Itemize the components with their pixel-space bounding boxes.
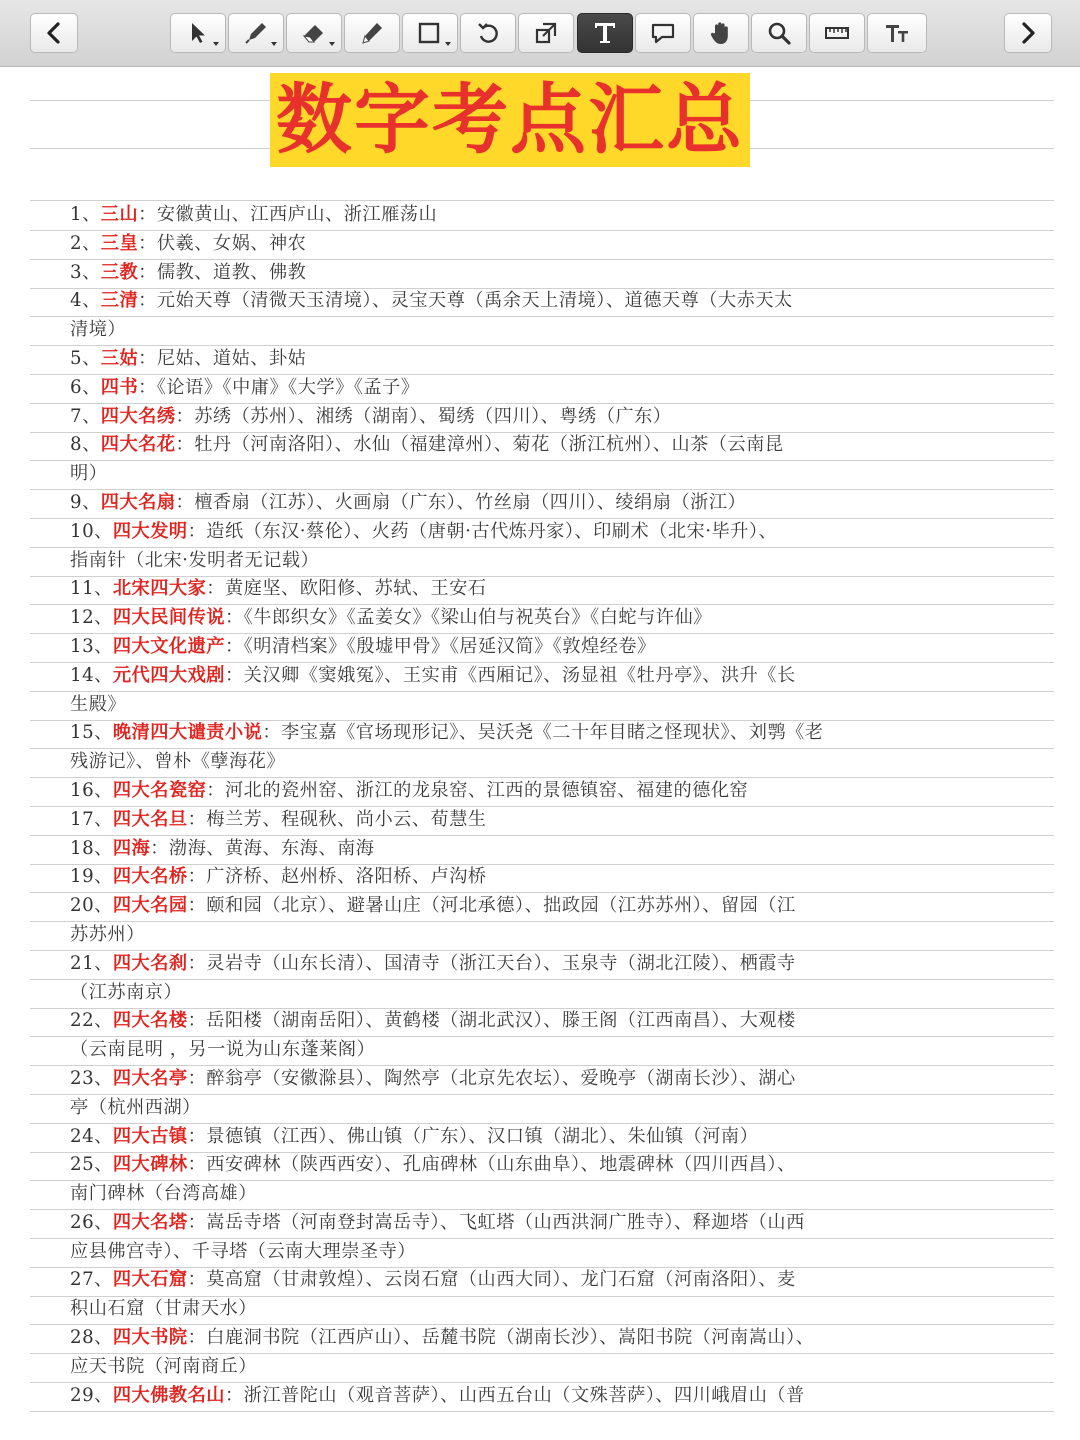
crop-icon	[532, 19, 560, 47]
list-item	[70, 662, 860, 691]
hand-tool-button[interactable]	[693, 13, 749, 53]
item-keyword: 北宋四大家	[112, 578, 207, 600]
item-number: 21、	[70, 952, 113, 974]
note-content	[70, 201, 860, 1410]
list-item	[70, 575, 860, 604]
item-keyword: 四大名绣	[100, 405, 176, 427]
undo-icon	[474, 19, 502, 47]
item-keyword: 四大名桥	[112, 866, 188, 888]
item-number: 24、	[70, 1125, 113, 1147]
list-item	[70, 1151, 860, 1180]
item-text: ：嵩岳寺塔（河南登封嵩岳寺）、飞虹塔（山西洪洞广胜寺）、释迦塔（山西	[187, 1211, 805, 1233]
item-number: 19、	[70, 866, 113, 888]
rectangle-icon	[416, 19, 444, 47]
item-text: ：儒教、道教、佛教	[138, 261, 307, 283]
chevron-right-icon	[1014, 19, 1042, 47]
item-keyword: 四海	[112, 837, 151, 859]
item-keyword: 四大发明	[112, 520, 188, 542]
item-number: 10、	[70, 520, 113, 542]
item-keyword: 四大名旦	[112, 808, 188, 830]
item-keyword: 四大名刹	[112, 952, 188, 974]
item-text: ：黄庭坚、欧阳修、苏轼、王安石	[206, 578, 487, 600]
item-text: ：关汉卿《窦娥冤》、王实甫《西厢记》、汤显祖《牡丹亭》、洪升《长	[224, 664, 796, 686]
item-text: ：檀香扇（江苏）、火画扇（广东）、竹丝扇（四川）、绫绢扇（浙江）	[175, 491, 747, 513]
list-item	[70, 863, 860, 892]
list-item	[70, 1123, 860, 1152]
undo-button[interactable]	[460, 13, 516, 53]
ruler-tool-button[interactable]	[809, 13, 865, 53]
item-keyword: 三姑	[100, 347, 139, 369]
item-keyword: 四大名园	[112, 895, 188, 917]
crop-tool-button[interactable]	[518, 13, 574, 53]
item-number: 29、	[70, 1384, 113, 1406]
ruler-icon	[823, 19, 851, 47]
list-item-continuation: 苏苏州）	[70, 923, 145, 945]
list-item-continuation: （云南昆明 ，另一说为山东蓬莱阁）	[70, 1039, 376, 1061]
item-keyword: 四大文化遗产	[112, 635, 225, 657]
item-text: ：梅兰芳、程砚秋、尚小云、荀慧生	[187, 808, 487, 830]
list-item	[70, 604, 860, 633]
item-keyword: 四大名瓷窑	[112, 779, 207, 801]
item-number: 13、	[70, 635, 113, 657]
list-item	[70, 950, 860, 979]
item-keyword: 晚清四大谴责小说	[112, 722, 263, 744]
font-size-button[interactable]	[867, 13, 927, 53]
item-keyword: 三清	[100, 290, 139, 312]
item-keyword: 三皇	[100, 232, 139, 254]
list-item	[70, 287, 860, 316]
list-item	[70, 1324, 860, 1353]
speech-bubble-icon	[649, 19, 677, 47]
item-text: ：西安碑林（陕西西安）、孔庙碑林（山东曲阜）、地震碑林（四川西昌）、	[187, 1154, 796, 1176]
item-keyword: 四大民间传说	[112, 607, 225, 629]
item-number: 11、	[70, 578, 113, 600]
item-number: 20、	[70, 895, 113, 917]
item-text: ：造纸（东汉·蔡伦）、火药（唐朝·古代炼丹家）、印刷术（北宋·毕升）、	[187, 520, 778, 542]
page-title: 数字考点汇总	[276, 75, 744, 164]
list-item	[70, 431, 860, 460]
item-text: ：《论语》《中庸》《大学》《孟子》	[138, 376, 420, 398]
item-keyword: 四大名扇	[100, 491, 176, 513]
item-number: 4、	[70, 290, 101, 312]
search-icon	[765, 19, 793, 47]
item-text: ：颐和园（北京）、避暑山庄（河北承德）、拙政园（江苏苏州）、留园（江	[187, 895, 796, 917]
list-item	[70, 1209, 860, 1238]
item-number: 23、	[70, 1067, 113, 1089]
item-number: 22、	[70, 1010, 113, 1032]
chevron-left-icon	[40, 19, 68, 47]
back-button[interactable]	[30, 13, 78, 53]
list-item-continuation: 清境）	[70, 319, 127, 341]
list-item-continuation: 应县佛宫寺）、千寻塔（云南大理崇圣寺）	[70, 1240, 416, 1262]
item-text: ：尼姑、道姑、卦姑	[138, 347, 307, 369]
item-keyword: 四大古镇	[112, 1125, 188, 1147]
pencil-icon	[358, 19, 386, 47]
item-number: 6、	[70, 376, 101, 398]
item-number: 3、	[70, 261, 101, 283]
list-item	[70, 806, 860, 835]
list-item-continuation: 残游记》、曾朴《孽海花》	[70, 751, 286, 773]
forward-button[interactable]	[1004, 13, 1052, 53]
item-text: ：白鹿洞书院（江西庐山）、岳麓书院（湖南长沙）、嵩阳书院（河南嵩山）、	[187, 1327, 815, 1349]
item-keyword: 四书	[100, 376, 139, 398]
item-number: 27、	[70, 1269, 113, 1291]
item-number: 9、	[70, 491, 101, 513]
item-keyword: 四大碑林	[112, 1154, 188, 1176]
list-item	[70, 719, 860, 748]
item-keyword: 四大名亭	[112, 1067, 188, 1089]
eraser-tool-button[interactable]	[286, 13, 342, 53]
item-text: ：苏绣（苏州）、湘绣（湖南）、蜀绣（四川）、粤绣（广东）	[175, 405, 672, 427]
item-number: 14、	[70, 664, 113, 686]
search-button[interactable]	[751, 13, 807, 53]
item-number: 1、	[70, 204, 101, 225]
item-keyword: 三教	[100, 261, 139, 283]
item-number: 28、	[70, 1327, 113, 1349]
item-text: ：伏羲、女娲、神农	[138, 232, 307, 254]
list-item	[70, 1266, 860, 1295]
item-keyword: 四大名楼	[112, 1010, 188, 1032]
list-item	[70, 374, 860, 403]
item-keyword: 四大名塔	[112, 1211, 188, 1233]
pen-tool-button[interactable]	[228, 13, 284, 53]
list-item	[70, 518, 860, 547]
item-text: ：安徽黄山、江西庐山、浙江雁荡山	[138, 204, 438, 225]
item-text: ：广济桥、赵州桥、洛阳桥、卢沟桥	[187, 866, 487, 888]
hand-icon	[707, 19, 735, 47]
item-text: ：景德镇（江西）、佛山镇（广东）、汉口镇（湖北）、朱仙镇（河南）	[187, 1125, 759, 1147]
item-text: ：《明清档案》《殷墟甲骨》《居延汉简》《敦煌经卷》	[224, 635, 656, 657]
item-text: ：元始天尊（清微天玉清境）、灵宝天尊（禹余天上清境）、道德天尊（大赤天太	[138, 290, 793, 312]
item-number: 16、	[70, 779, 113, 801]
select-tool-button[interactable]	[170, 13, 226, 53]
item-keyword: 四大书院	[112, 1327, 188, 1349]
item-keyword: 四大佛教名山	[112, 1384, 225, 1406]
list-item	[70, 1007, 860, 1036]
item-number: 18、	[70, 837, 113, 859]
list-item	[70, 777, 860, 806]
list-item	[70, 230, 860, 259]
list-item	[70, 835, 860, 864]
text-tool-button[interactable]	[577, 13, 633, 53]
item-number: 17、	[70, 808, 113, 830]
item-number: 25、	[70, 1154, 113, 1176]
item-number: 26、	[70, 1211, 113, 1233]
item-text: ：牡丹（河南洛阳）、水仙（福建漳州）、菊花（浙江杭州）、山茶（云南昆	[175, 434, 784, 456]
item-text: ：莫高窟（甘肃敦煌）、云岗石窟（山西大同）、龙门石窟（河南洛阳）、麦	[187, 1269, 796, 1291]
list-item	[70, 892, 860, 921]
item-keyword: 四大名花	[100, 434, 176, 456]
list-item	[70, 259, 860, 288]
font-size-icon	[883, 19, 911, 47]
list-item-continuation: 积山石窟（甘肃天水）	[70, 1298, 257, 1320]
title-highlight	[270, 73, 750, 167]
comment-tool-button[interactable]	[635, 13, 691, 53]
item-keyword: 三山	[100, 204, 139, 225]
list-item-continuation: （江苏南京）	[70, 981, 183, 1003]
list-item-continuation: 应天书院（河南商丘）	[70, 1355, 257, 1377]
list-item	[70, 1065, 860, 1094]
list-item	[70, 345, 860, 374]
item-text: ：灵岩寺（山东长清）、国清寺（浙江天台）、玉泉寺（湖北江陵）、栖霞寺	[187, 952, 796, 974]
list-item	[70, 633, 860, 662]
list-item	[70, 489, 860, 518]
toolbar	[0, 0, 1080, 67]
item-number: 5、	[70, 347, 101, 369]
list-item-continuation: 亭（杭州西湖）	[70, 1096, 201, 1118]
list-item	[70, 201, 860, 230]
fountain-pen-icon	[242, 19, 270, 47]
item-text: ：醉翁亭（安徽滁县）、陶然亭（北京先农坛）、爱晚亭（湖南长沙）、湖心	[187, 1067, 796, 1089]
item-text: ：河北的瓷州窑、浙江的龙泉窑、江西的景德镇窑、福建的德化窑	[206, 779, 749, 801]
item-number: 8、	[70, 434, 101, 456]
item-number: 15、	[70, 722, 113, 744]
item-number: 7、	[70, 405, 101, 427]
item-number: 12、	[70, 607, 113, 629]
pencil-tool-button[interactable]	[344, 13, 400, 53]
text-t-icon	[591, 19, 619, 47]
list-item-continuation: 指南针（北宋·发明者无记载）	[70, 549, 320, 571]
item-keyword: 元代四大戏剧	[112, 664, 225, 686]
ruled-line	[30, 1411, 1054, 1412]
list-item	[70, 1382, 860, 1411]
list-item-continuation: 明）	[70, 463, 108, 485]
shape-tool-button[interactable]	[402, 13, 458, 53]
list-item-continuation: 南门碑林（台湾高雄）	[70, 1183, 257, 1205]
item-text: ：岳阳楼（湖南岳阳）、黄鹤楼（湖北武汉）、滕王阁（江西南昌）、大观楼	[187, 1010, 796, 1032]
eraser-icon	[300, 19, 328, 47]
item-text: ：浙江普陀山（观音菩萨）、山西五台山（文殊菩萨）、四川峨眉山（普	[224, 1384, 805, 1406]
item-text: ：《牛郎织女》《孟姜女》《梁山伯与祝英台》《白蛇与许仙》	[224, 607, 712, 629]
item-text: ：渤海、黄海、东海、南海	[150, 837, 375, 859]
item-number: 2、	[70, 232, 101, 254]
list-item	[70, 403, 860, 432]
list-item-continuation: 生殿》	[70, 693, 127, 715]
item-keyword: 四大石窟	[112, 1269, 188, 1291]
pointer-arrow-icon	[184, 19, 212, 47]
item-text: ：李宝嘉《官场现形记》、吴沃尧《二十年目睹之怪现状》、刘鹗《老	[262, 722, 824, 744]
